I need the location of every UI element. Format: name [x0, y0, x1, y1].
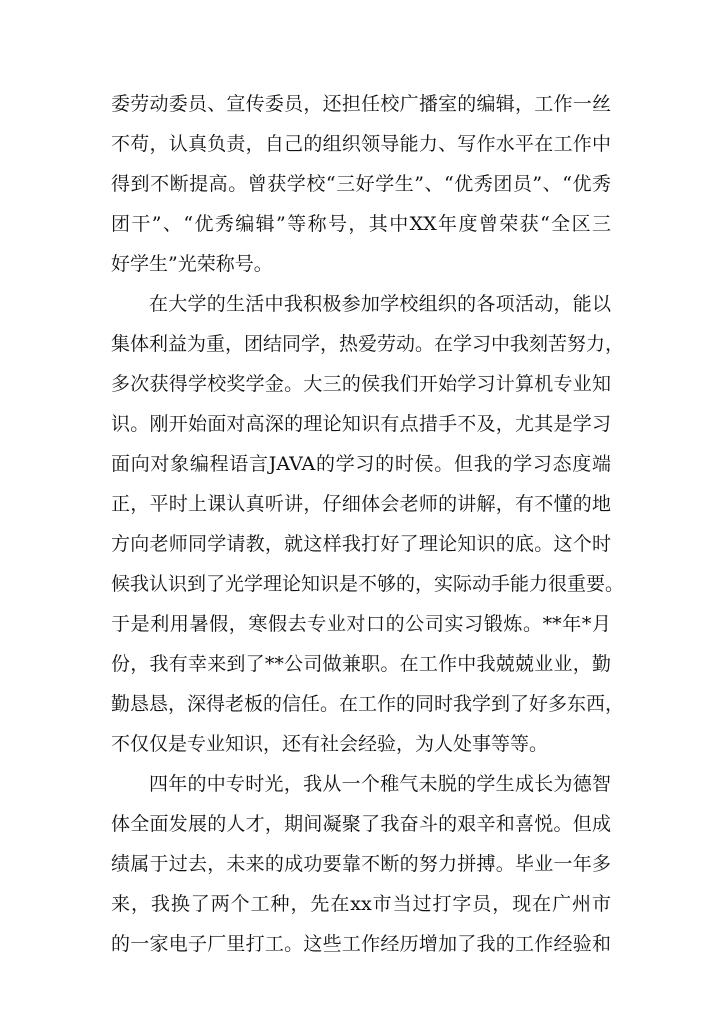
text-line: 不仅仅是专业知识，还有社会经验，为人处事等等。: [111, 733, 549, 755]
text-line: 于是利用暑假，寒假去专业对口的公司实习锻炼。**年*月: [111, 613, 611, 635]
text-line: 来，我换了两个工种，先在xx市当过打字员，现在广州市: [111, 893, 611, 915]
text-line: 不苟，认真负责，自己的组织领导能力、写作水平在工作中: [111, 133, 611, 155]
text-line: 好学生”光荣称号。: [111, 253, 273, 275]
text-line: 多次获得学校奖学金。大三的侯我们开始学习计算机专业知: [111, 373, 611, 395]
text-line: 勤恳恳，深得老板的信任。在工作的同时我学到了好多东西，: [111, 693, 625, 715]
text-line: 体全面发展的人才，期间凝聚了我奋斗的艰辛和喜悦。但成: [111, 813, 611, 835]
text-line: 绩属于过去，未来的成功要靠不断的努力拼搏。毕业一年多: [111, 853, 611, 875]
text-line: 的一家电子厂里打工。这些工作经历增加了我的工作经验和: [111, 933, 611, 955]
text-line: 份，我有幸来到了**公司做兼职。在工作中我兢兢业业，勤: [111, 653, 611, 675]
text-line: 集体利益为重，团结同学，热爱劳动。在学习中我刻苦努力，: [111, 333, 625, 355]
paragraph-first-line: 在大学的生活中我积极参加学校组织的各项活动，能以: [149, 293, 611, 315]
text-line: 面向对象编程语言JAVA的学习的时侯。但我的学习态度端: [111, 453, 611, 475]
text-line: 得到不断提高。曾获学校“三好学生”、“优秀团员”、“优秀: [111, 173, 611, 195]
text-line: 候我认识到了光学理论知识是不够的，实际动手能力很重要。: [111, 573, 625, 595]
paragraph-first-line: 四年的中专时光，我从一个稚气未脱的学生成长为德智: [149, 773, 611, 795]
text-line: 识。刚开始面对高深的理论知识有点措手不及，尤其是学习: [111, 413, 611, 435]
text-line: 团干”、“优秀编辑”等称号，其中XX年度曾荣获“全区三: [111, 213, 611, 235]
text-line: 正，平时上课认真听讲，仔细体会老师的讲解，有不懂的地: [111, 493, 611, 515]
text-line: 方向老师同学请教，就这样我打好了理论知识的底。这个时: [111, 533, 611, 555]
text-line: 委劳动委员、宣传委员，还担任校广播室的编辑，工作一丝: [111, 93, 611, 115]
